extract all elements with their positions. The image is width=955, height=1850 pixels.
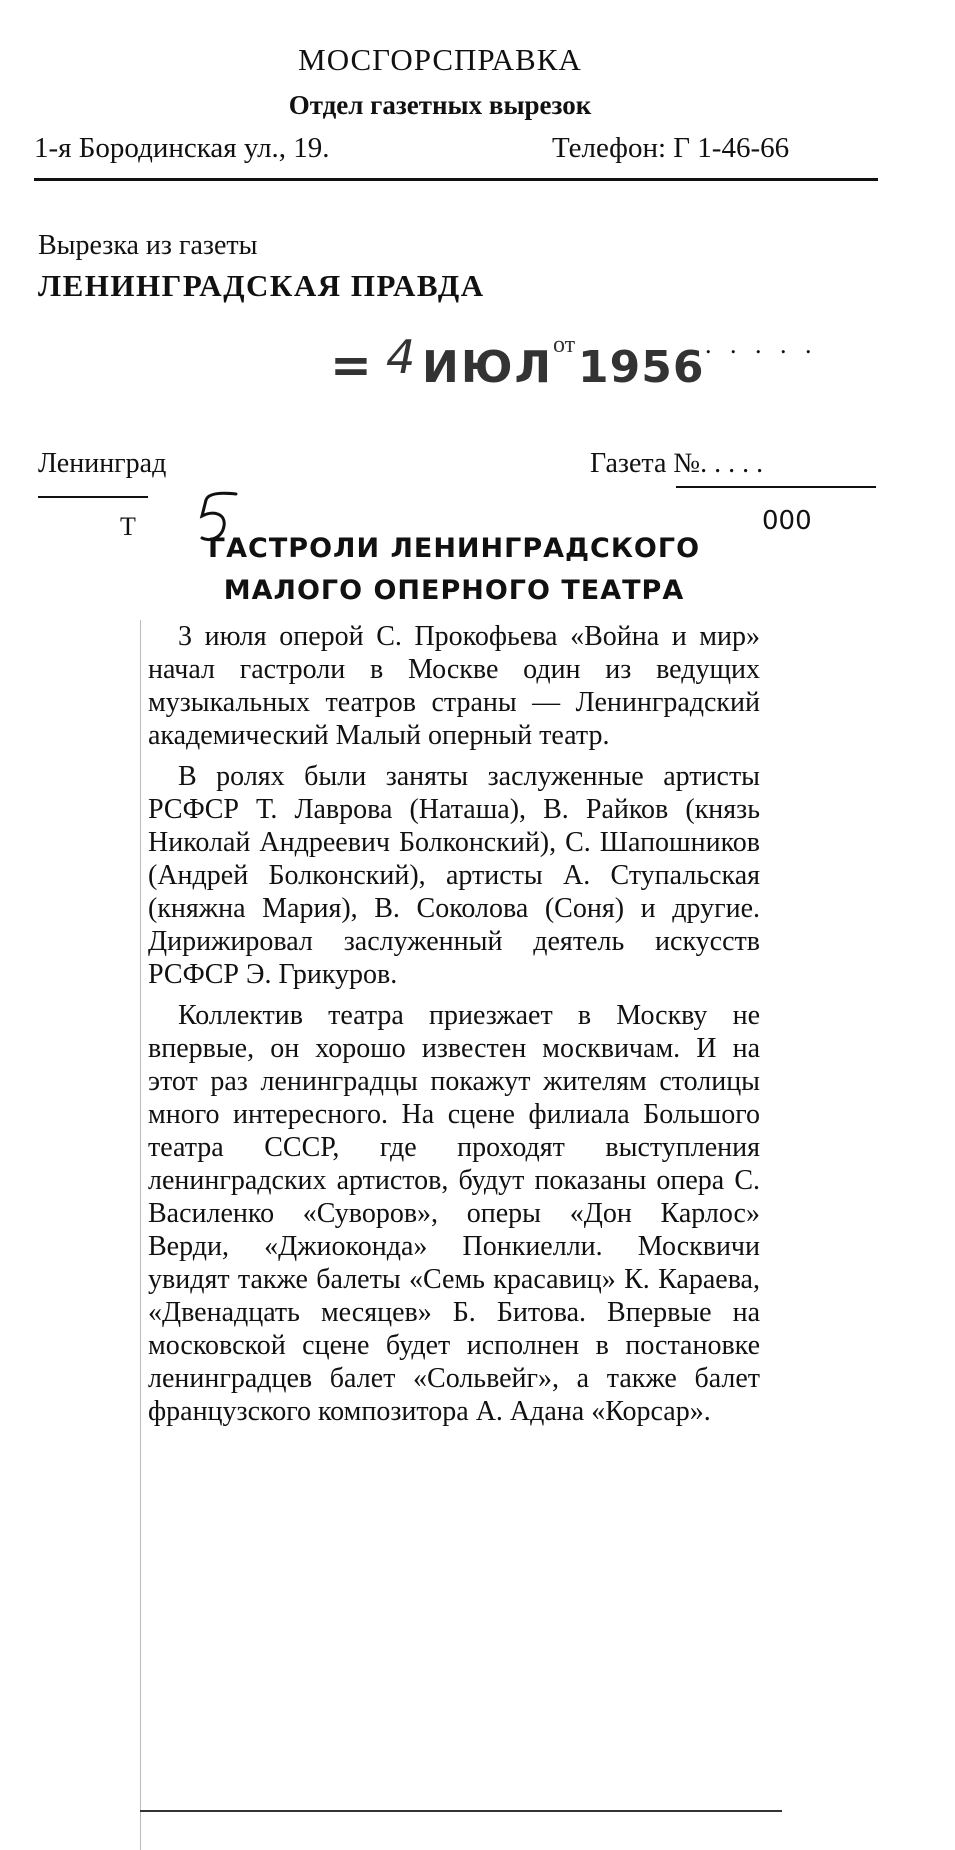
clipping-label: Вырезка из газеты	[38, 230, 258, 261]
date-stamp-year: 1956	[578, 342, 705, 393]
article-body	[148, 620, 760, 1436]
headline-line-1: ГАСТРОЛИ ЛЕНИНГРАДСКОГО	[207, 533, 701, 564]
column-border	[140, 620, 141, 1850]
article-paragraph: Коллектив театра приезжает в Москву не впервые, он хорошо известен москвичам. И на этот раз ленинградцы покажут жителям столицы много интересного. На сцене филиала Большого театра СССР, где проходят выступления ленинградских артистов, будут показаны опера С. Василенко «Суворов», оперы «Дон Карлос» Верди, «Джиоконда» Понкиелли. Москвичи увидят также балеты «Семь красавиц» К. Караева, «Двенадцать месяцев» Б. Битова. Впервые на московской сцене будет исполнен в постановке ленинградцев балет «Сольвейг», а также балет французского композитора А. Адана «Корсар».	[148, 1000, 760, 1427]
address: 1-я Бородинская ул., 19.	[34, 132, 330, 164]
article-headline	[158, 528, 750, 612]
headline-line-2: МАЛОГО ОПЕРНОГО ТЕАТРА	[223, 575, 685, 606]
city-label: Ленинград	[38, 448, 167, 479]
city-underline	[38, 496, 148, 498]
org-name: МОСГОРСПРАВКА	[298, 42, 582, 77]
header-divider	[34, 178, 878, 181]
issue-underline	[676, 486, 876, 488]
date-stamp-ot: от	[553, 332, 576, 358]
date-stamp-day: 4	[386, 330, 416, 384]
department-name: Отдел газетных вырезок	[288, 90, 592, 120]
issue-number-label: Газета №. . . . .	[590, 448, 764, 479]
date-stamp-month: ИЮЛ	[422, 342, 554, 393]
bottom-divider	[140, 1810, 782, 1812]
phone-number: Телефон: Г 1-46-66	[552, 132, 790, 164]
date-dots: . . . . .	[705, 330, 818, 359]
article-paragraph: 3 июля оперой С. Прокофьева «Война и мир» начал гастроли в Москве один из ведущих музыкальных театров страны — Ленинградский академический Малый оперный театр.	[148, 621, 760, 751]
circulation-prefix: Т	[120, 512, 136, 541]
date-stamp-dash: =	[330, 336, 372, 394]
circulation-tail: 000	[762, 506, 812, 536]
newspaper-name: ЛЕНИНГРАДСКАЯ ПРАВДА	[38, 268, 485, 303]
article-paragraph: В ролях были заняты заслуженные артисты РСФСР Т. Лаврова (Наташа), В. Райков (князь Николай Андреевич Болконский), С. Шапошников (Андрей Болконский), артисты А. Ступальская (княжна Мария), В. Соколова (Соня) и другие. Дирижировал заслуженный деятель искусств РСФСР Э. Грикуров.	[148, 761, 760, 990]
